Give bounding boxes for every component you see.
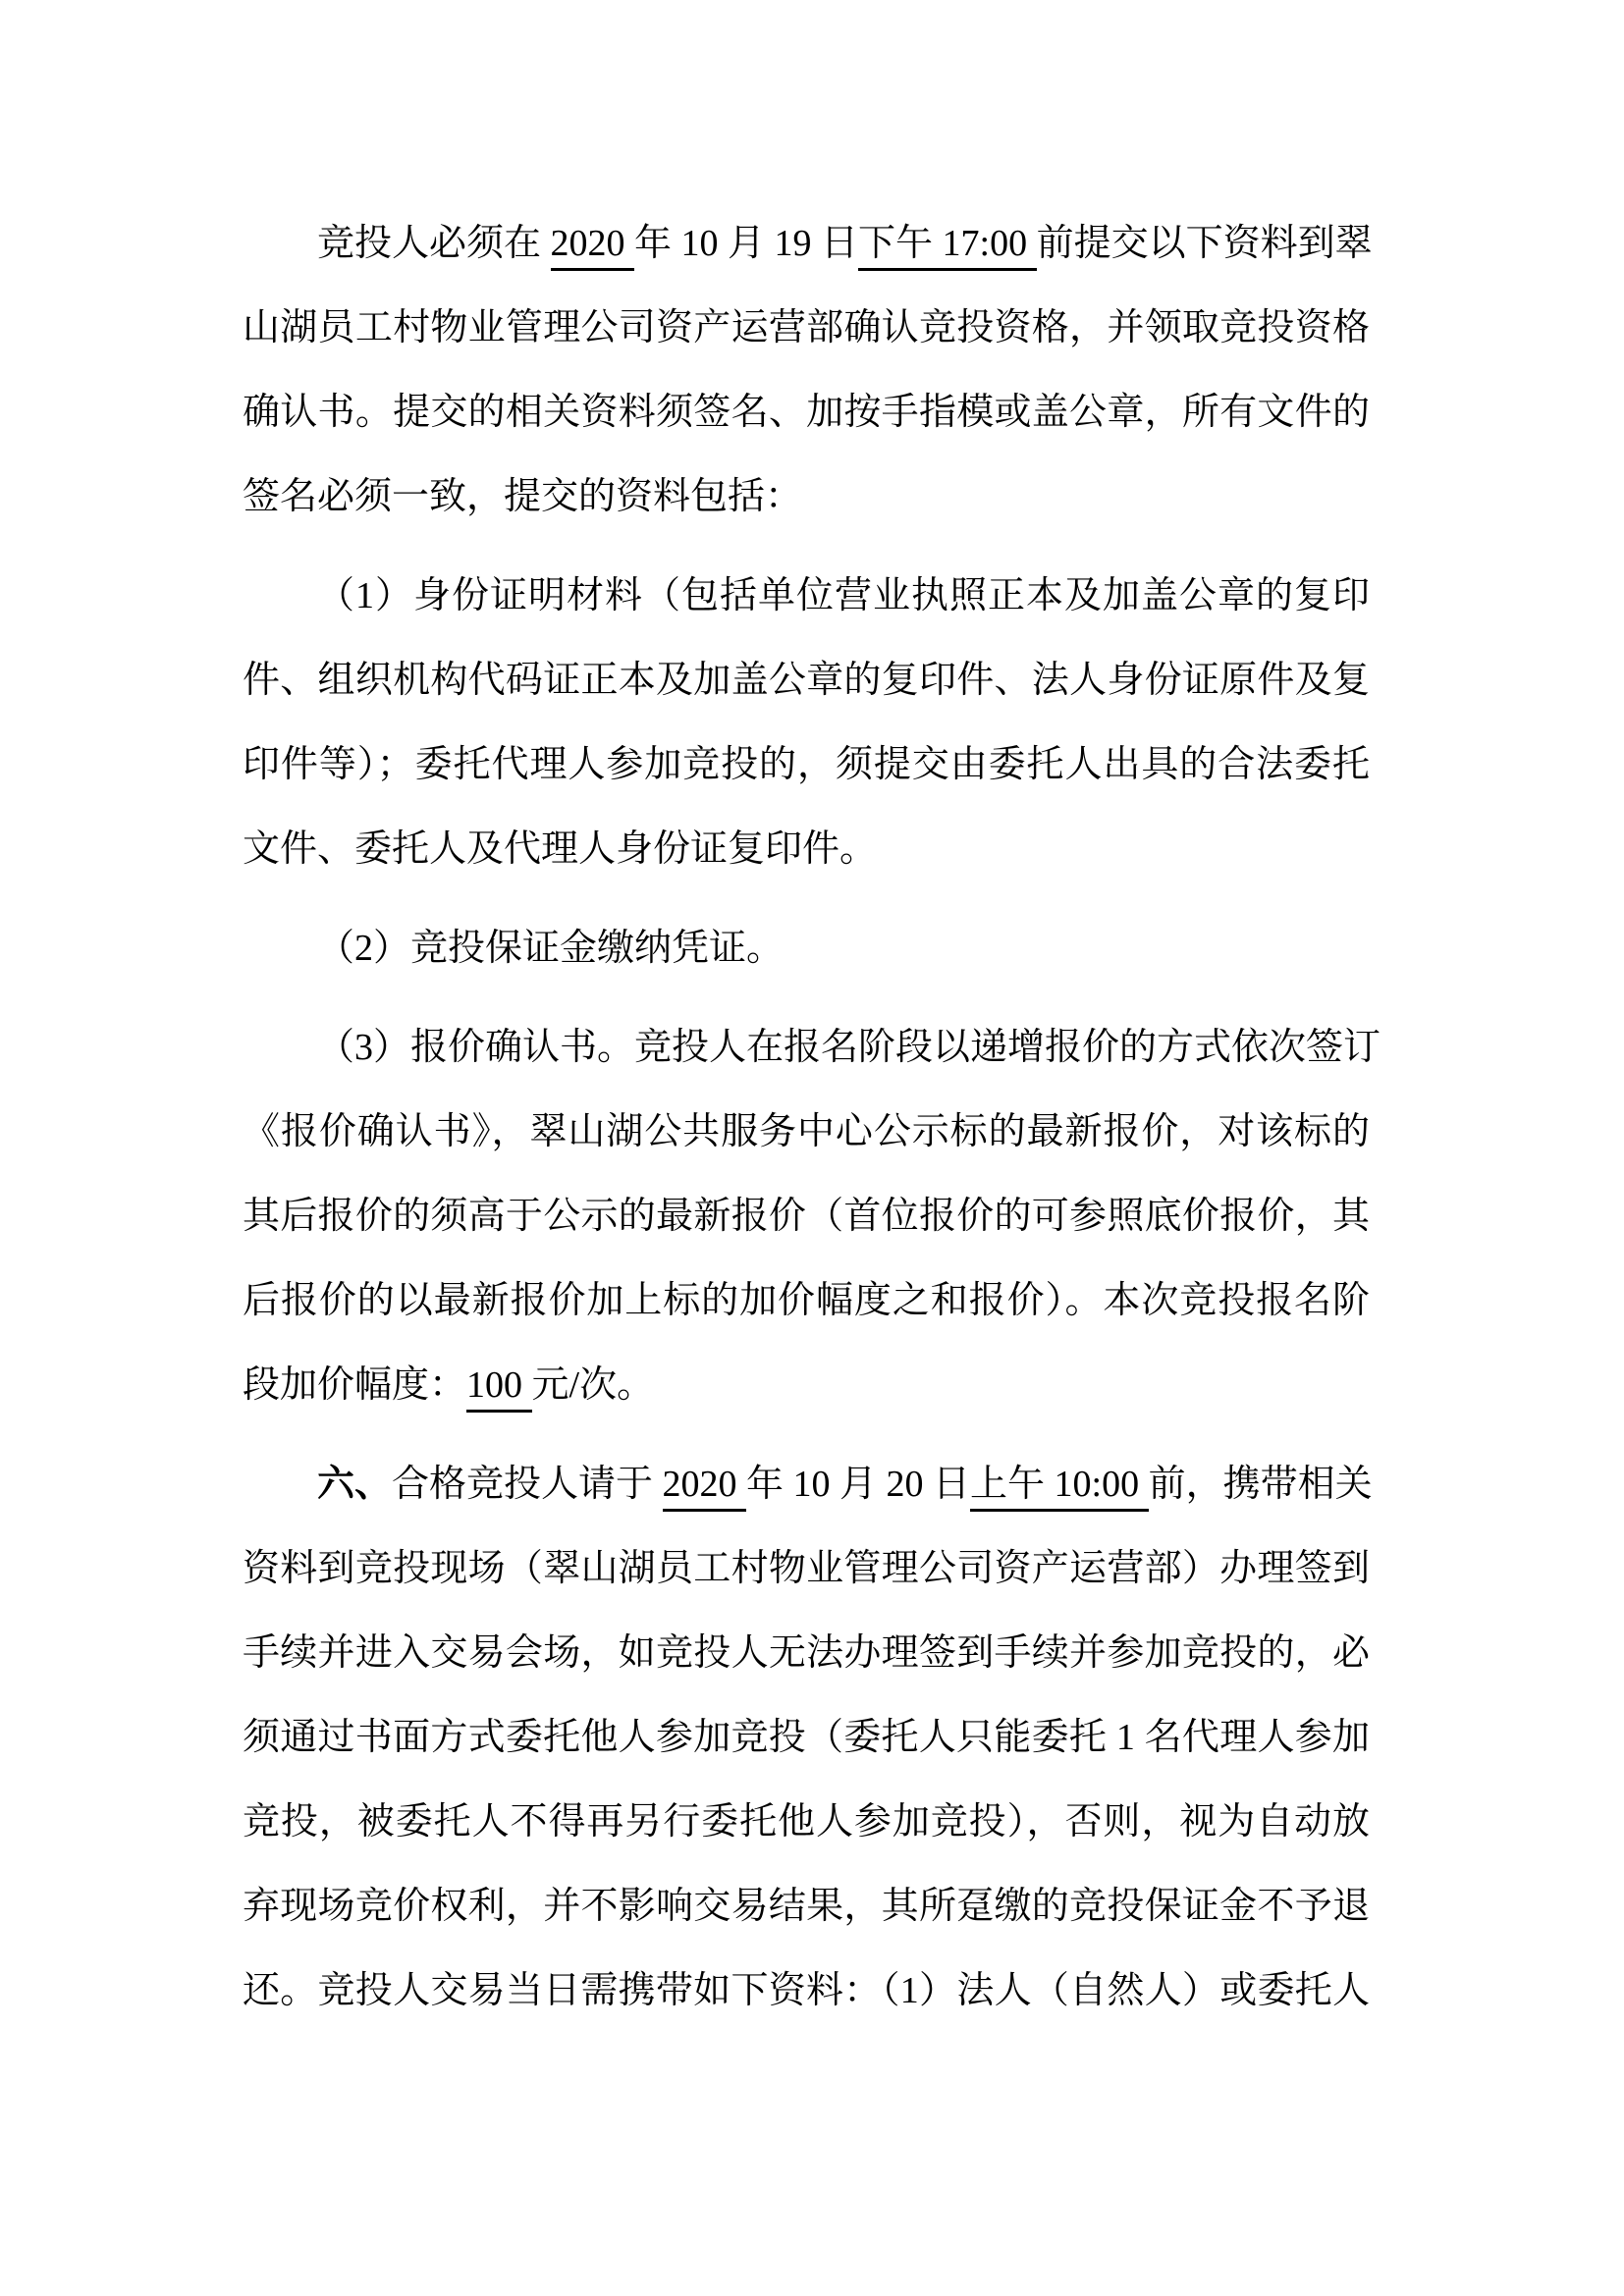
text-segment: 年 10 月 19 日 xyxy=(634,223,859,264)
text-line xyxy=(243,638,1370,722)
text-line xyxy=(243,1442,1373,1526)
text-line xyxy=(243,1526,1370,1611)
text-line xyxy=(243,1005,1381,1090)
text-segment: 手续并进入交易会场，如竞投人无法办理签到手续并参加竞投的，必 xyxy=(243,1632,1370,1674)
underlined-text: 下午 17:00 xyxy=(858,223,1037,271)
text-segment: 弃现场竞价权利，并不影响交易结果，其所趸缴的竞投保证金不予退 xyxy=(243,1886,1370,1927)
text-line xyxy=(243,1695,1370,1780)
text-segment: 文件、委托人及代理人身份证复印件。 xyxy=(243,828,878,870)
text-segment: 其后报价的须高于公示的最新报价（首位报价的可参照底价报价，其 xyxy=(243,1196,1370,1237)
text-segment: 竞投，被委托人不得再另行委托他人参加竞投），否则，视为自动放 xyxy=(243,1801,1370,1842)
text-line xyxy=(243,1864,1370,1949)
text-segment: 须通过书面方式委托他人参加竞投（委托人只能委托 1 名代理人参加 xyxy=(243,1717,1370,1758)
text-line xyxy=(243,370,1370,454)
text-segment: 山湖员工村物业管理公司资产运营部确认竞投资格，并领取竞投资格 xyxy=(243,307,1370,348)
text-segment: 件、组织机构代码证正本及加盖公章的复印件、法人身份证原件及复 xyxy=(243,660,1370,701)
text-line xyxy=(243,201,1373,286)
text-segment: 合格竞投人请于 xyxy=(392,1464,663,1505)
text-line xyxy=(243,554,1370,638)
document-body xyxy=(243,201,1381,2048)
text-line xyxy=(243,454,1370,539)
text-segment: （2）竞投保证金缴纳凭证。 xyxy=(317,928,785,969)
text-segment: 确认书。提交的相关资料须签名、加按手指模或盖公章，所有文件的 xyxy=(243,392,1370,433)
text-segment: 前，携带相关 xyxy=(1148,1464,1373,1505)
para-item-1-identity-materials xyxy=(243,554,1370,891)
text-line xyxy=(243,1343,1370,1427)
text-segment: 印件等）；委托代理人参加竞投的，须提交由委托人出具的合法委托 xyxy=(243,744,1370,785)
text-segment: 还。竞投人交易当日需携带如下资料：（1）法人（自然人）或委托人 xyxy=(243,1970,1370,2011)
text-line xyxy=(243,722,1370,807)
para-item-2-deposit-receipt xyxy=(243,906,1370,990)
text-line xyxy=(243,906,1370,990)
text-line xyxy=(243,1174,1370,1258)
bold-heading-text: 六、 xyxy=(317,1464,393,1505)
text-line xyxy=(243,1780,1370,1864)
text-segment: 年 10 月 20 日 xyxy=(746,1464,971,1505)
text-segment: （1）身份证明材料（包括单位营业执照正本及加盖公章的复印 xyxy=(317,575,1370,616)
underlined-text: 2020 xyxy=(663,1464,747,1512)
underlined-text: 2020 xyxy=(551,223,635,271)
para-submission-deadline xyxy=(243,201,1373,539)
text-line xyxy=(243,286,1370,370)
underlined-text: 100 xyxy=(466,1364,532,1413)
text-segment: 资料到竞投现场（翠山湖员工村物业管理公司资产运营部）办理签到 xyxy=(243,1548,1370,1589)
text-line xyxy=(243,1611,1370,1695)
text-segment: 签名必须一致，提交的资料包括： xyxy=(243,476,803,517)
text-segment: 元/次。 xyxy=(531,1364,655,1406)
text-line xyxy=(243,1090,1370,1174)
text-line xyxy=(243,807,1370,891)
para-section-six-sign-in xyxy=(243,1442,1373,2033)
text-segment: 前提交以下资料到翠 xyxy=(1036,223,1373,264)
para-item-3-quote-confirmation xyxy=(243,1005,1381,1427)
text-line xyxy=(243,1258,1370,1343)
text-segment: 后报价的以最新报价加上标的加价幅度之和报价）。本次竞投报名阶 xyxy=(243,1280,1370,1321)
text-segment: （3）报价确认书。竞投人在报名阶段以递增报价的方式依次签订 xyxy=(317,1027,1381,1068)
text-segment: 竞投人必须在 xyxy=(317,223,551,264)
text-line xyxy=(243,1949,1370,2033)
text-segment: 段加价幅度： xyxy=(243,1364,467,1406)
underlined-text: 上午 10:00 xyxy=(970,1464,1149,1512)
text-segment: 《报价确认书》，翠山湖公共服务中心公示标的最新报价，对该标的 xyxy=(243,1111,1370,1152)
